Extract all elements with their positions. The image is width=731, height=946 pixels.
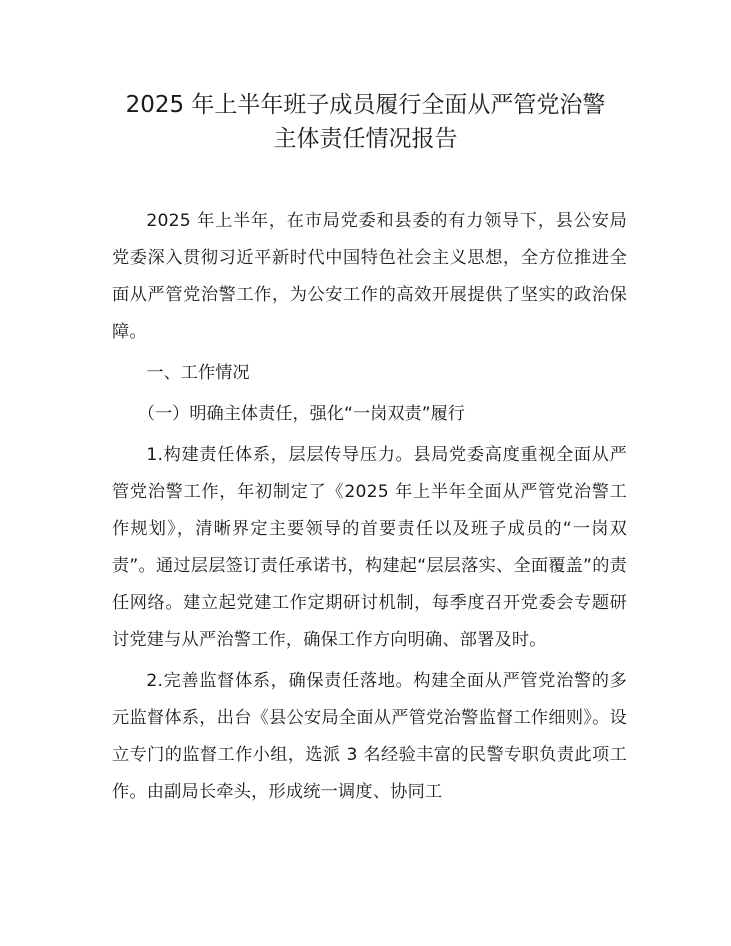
document-title-line1: 2025 年上半年班子成员履行全面从严管党治警	[125, 92, 606, 118]
intro-paragraph: 2025 年上半年，在市局党委和县委的有力领导下，县公安局党委深入贯彻习近平新时代中国特色社会主义思想，全方位推进全面从严管党治警工作，为公安工作的高效开展提供了坚实的政治保障。	[112, 211, 627, 342]
section-heading: 一、工作情况	[146, 363, 250, 383]
subsection-heading: （一）明确主体责任，强化“一岗双责”履行	[137, 404, 465, 424]
document-title-line2: 主体责任情况报告	[273, 126, 458, 152]
item-paragraph-2: 2.完善监督体系，确保责任落地。构建全面从严管党治警的多元监督体系，出台《县公安局全面从严管党治警监督工作细则》。设立专门的监督工作小组，选派 3 名经验丰富的民警专职负责此项工作。由副局长牵头，形成统一调度、协同工	[112, 671, 627, 802]
document-body	[112, 203, 627, 811]
item-paragraph-1: 1.构建责任体系，层层传导压力。县局党委高度重视全面从严管党治警工作，年初制定了《2025 年上半年全面从严管党治警工作规划》，清晰界定主要领导的首要责任以及班子成员的“一岗双责”。通过层层签订责任承诺书，构建起“层层落实、全面覆盖”的责任网络。建立起党建工作定期研讨机制，每季度召开党委会专题研讨党建与从严治警工作，确保工作方向明确、部署及时。	[112, 445, 627, 650]
